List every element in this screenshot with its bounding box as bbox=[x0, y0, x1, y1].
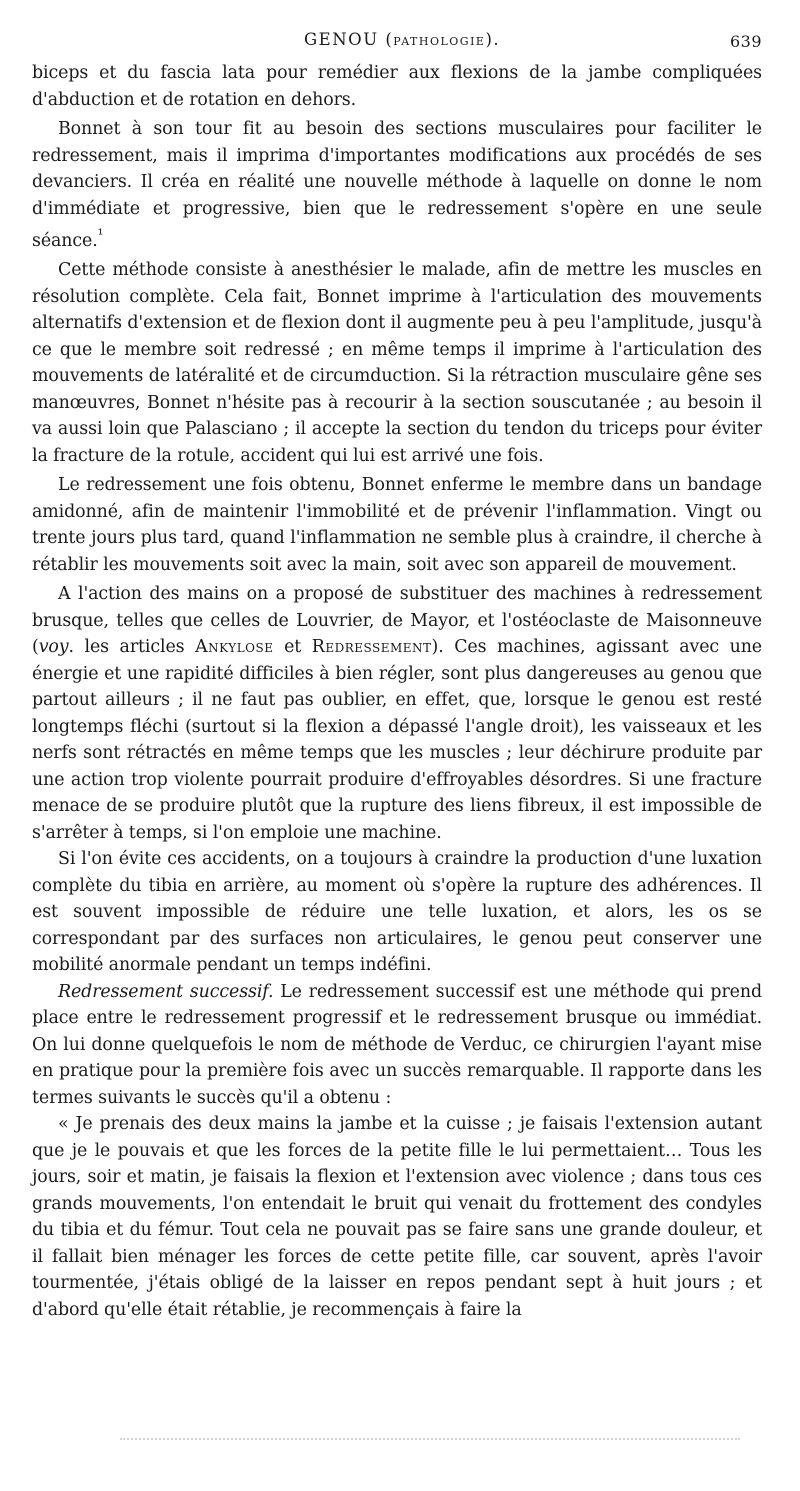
paragraph-6: Si l'on évite ces accidents, on a toujours à craindre la production d'une luxation complète du tibia en arrière, au moment où s'opère la rupture des adhérences. Il est souvent impossible de réduire une telle luxation, et alors, les os se correspondant par des surfaces non articulaires, le genou peut conserver une mobilité anormale pendant un temps indéfini. bbox=[32, 849, 762, 976]
section-heading-redressement-successif: Redressement successif. bbox=[58, 981, 274, 1002]
paragraph-7 bbox=[32, 979, 762, 1112]
running-header bbox=[32, 28, 762, 58]
paragraph-5-text-c: et bbox=[273, 637, 312, 658]
cross-reference-redressement: Redressement bbox=[311, 637, 432, 658]
paragraph-7-text: Le redressement successif est une méthode qui prend place entre le redressement progressif et le redressement brusque ou immédiat. On lui donne quelquefois le nom de méthode de Verduc, ce chirurgien l'ayant mise en pratique pour la première fois avec un succès remarquable. Il rapporte dans les termes suivants le succès qu'il a obtenu : bbox=[32, 981, 762, 1108]
paragraph-5-text-d: ). Ces machines, agissant avec une énergie et une rapidité difficiles à bien régler, sont plus dangereuses au genou que partout ailleurs ; il ne faut pas oublier, en effet, que, lorsque le genou est resté longtemps fléchi (surtout si la flexion a dépassé l'angle droit), les vaisseaux et les nerfs sont rétractés en même temps que les muscles ; leur déchirure produite par une action trop violente pourrait produire d'effroyables désordres. Si une fracture menace de se produire plutôt que la rupture des liens fibreux, il est impossible de s'arrêter à temps, si l'on emploie une machine. bbox=[32, 637, 762, 843]
paragraph-5-text-a: A l'action des mains on a proposé de substituer des machines à redressement brusque, telles que celles de Louvrier, de Mayor, et l'ostéoclaste de Maisonneuve ( bbox=[32, 584, 762, 658]
document-page bbox=[32, 28, 762, 1468]
voy-abbreviation: voy bbox=[38, 637, 69, 658]
body-text bbox=[32, 60, 762, 1323]
header-title: GENOU bbox=[304, 30, 379, 49]
paragraph-1: biceps et du fascia lata pour remédier aux flexions de la jambe compliquées d'abduction et de rotation en dehors. bbox=[32, 63, 762, 110]
cross-reference-ankylose: Ankylose bbox=[195, 637, 274, 658]
paragraph-2-text: Bonnet à son tour fit au besoin des sections musculaires pour faciliter le redressement, mais il imprima d'importantes modifications aux procédés de ses devanciers. Il créa en réalité une nouvelle méthode à laquelle on donne le nom d'immédiate et progressive, bien que le redressement s'opère en une seule séance. bbox=[32, 119, 762, 251]
page-number: 639 bbox=[729, 32, 762, 51]
paragraph-8-quotation: « Je prenais des deux mains la jambe et la cuisse ; je faisais l'extension autant que je le pouvais et que les forces de la petite fille le lui permettaient… Tous les jours, soir et matin, je faisais la flexion et l'extension avec violence ; dans tous ces grands mouvements, l'on entendait le bruit qui venait du frottement des condyles du tibia et du fémur. Tout cela ne pouvait pas se faire sans une grande douleur, et il fallait bien ménager les forces de cette petite fille, car souvent, après l'avoir tourmentée, j'étais obligé de la laisser en repos pendant sept à huit jours ; et d'abord qu'elle était rétablie, je recommençais à faire la bbox=[32, 1114, 762, 1320]
scan-artifact-line bbox=[120, 1438, 740, 1442]
footnote-marker: ¹ bbox=[97, 227, 104, 243]
header-subtitle: PATHOLOGIE bbox=[393, 35, 486, 48]
paragraph-5-text-b: . les articles bbox=[68, 637, 196, 658]
paragraph-2 bbox=[32, 116, 762, 254]
paragraph-3: Cette méthode consiste à anesthésier le malade, afin de mettre les muscles en résolution complète. Cela fait, Bonnet imprime à l'articulation des mouvements alternatifs d'extension et de flexion dont il augmente peu à peu l'amplitude, jusqu'à ce que le membre soit redressé ; en même temps il imprime à l'articulation des mouvements de latéralité et de circumduction. Si la rétraction musculaire gêne ses manœuvres, Bonnet n'hésite pas à recourir à la section souscutanée ; au besoin il va aussi loin que Palasciano ; il accepte la section du tendon du triceps pour éviter la fracture de la rotule, accident qui lui est arrivé une fois. bbox=[32, 260, 762, 466]
running-title: GENOU (PATHOLOGIE). bbox=[304, 30, 501, 49]
paragraph-5 bbox=[32, 581, 762, 846]
paragraph-4: Le redressement une fois obtenu, Bonnet enferme le membre dans un bandage amidonné, afin de maintenir l'immobilité et de prévenir l'inflammation. Vingt ou trente jours plus tard, quand l'inflammation ne semble plus à craindre, il cherche à rétablir les mouvements soit avec la main, soit avec son appareil de mouvement. bbox=[32, 475, 762, 575]
